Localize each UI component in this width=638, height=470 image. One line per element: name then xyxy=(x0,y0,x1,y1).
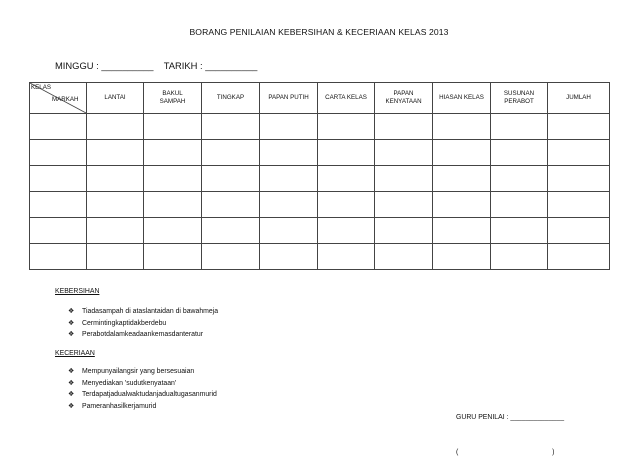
table-cell xyxy=(318,140,375,166)
kebersihan-list xyxy=(68,306,218,341)
kelas-label: KELAS xyxy=(31,84,51,91)
table-cell xyxy=(375,192,433,218)
table-cell xyxy=(433,114,491,140)
table-cell xyxy=(491,166,548,192)
table-cell xyxy=(491,192,548,218)
table-cell xyxy=(375,218,433,244)
table-cell xyxy=(144,166,202,192)
table-cell xyxy=(202,114,260,140)
kelas-markah-corner-cell xyxy=(30,83,87,114)
table-cell xyxy=(87,192,144,218)
column-header: HIASAN KELAS xyxy=(433,83,491,114)
table-cell xyxy=(30,244,87,270)
table-cell xyxy=(548,140,610,166)
table-cell xyxy=(491,140,548,166)
diamond-bullet-icon: ❖ xyxy=(68,402,75,410)
evaluator-name-bracket: ( ) xyxy=(456,448,555,456)
table-cell xyxy=(260,218,318,244)
table-cell xyxy=(548,218,610,244)
table-cell xyxy=(433,218,491,244)
week-date-line: MINGGU : __________ TARIKH : __________ xyxy=(55,60,258,71)
keceriaan-heading: KECERIAAN xyxy=(55,350,95,357)
table-cell xyxy=(375,244,433,270)
table-cell xyxy=(260,140,318,166)
table-cell xyxy=(87,244,144,270)
table-cell xyxy=(87,114,144,140)
table-cell xyxy=(375,166,433,192)
table-cell xyxy=(30,218,87,244)
table-cell xyxy=(375,140,433,166)
table-cell xyxy=(202,166,260,192)
table-cell xyxy=(491,218,548,244)
column-header: LANTAI xyxy=(87,83,144,114)
table-cell xyxy=(548,166,610,192)
table-cell xyxy=(202,218,260,244)
table-cell xyxy=(433,140,491,166)
table-cell xyxy=(491,244,548,270)
column-header: BAKUL SAMPAH xyxy=(144,83,202,114)
list-item: ❖ Terdapatjadualwaktudanjadualtugasanmurid xyxy=(68,389,217,401)
column-header: PAPAN KENYATAAN xyxy=(375,83,433,114)
table-row xyxy=(30,192,610,218)
table-row xyxy=(30,244,610,270)
evaluator-signature-block xyxy=(456,389,564,470)
table-cell xyxy=(144,140,202,166)
table-cell xyxy=(375,114,433,140)
assessment-table xyxy=(29,82,610,270)
list-item: ❖ Mempunyailangsir yang bersesuaian xyxy=(68,366,217,378)
table-row xyxy=(30,218,610,244)
table-cell xyxy=(30,166,87,192)
diamond-bullet-icon: ❖ xyxy=(68,319,75,327)
diamond-bullet-icon: ❖ xyxy=(68,368,75,375)
table-cell xyxy=(260,192,318,218)
list-item: ❖ Menyediakan 'sudutkenyataan' xyxy=(68,378,217,390)
table-row xyxy=(30,140,610,166)
table-cell xyxy=(318,218,375,244)
table-cell xyxy=(202,244,260,270)
column-header: CARTA KELAS xyxy=(318,83,375,114)
table-row xyxy=(30,114,610,140)
markah-label: MARKAH xyxy=(52,96,79,103)
table-cell xyxy=(491,114,548,140)
table-cell xyxy=(144,192,202,218)
column-header: PAPAN PUTIH xyxy=(260,83,318,114)
diamond-bullet-icon: ❖ xyxy=(68,331,75,338)
table-cell xyxy=(548,244,610,270)
table-cell xyxy=(318,114,375,140)
table-cell xyxy=(202,192,260,218)
list-item: ❖ Tiadasampah di ataslantaidan di bawahmeja xyxy=(68,306,218,318)
table-cell xyxy=(318,244,375,270)
table-cell xyxy=(30,114,87,140)
keceriaan-list xyxy=(68,366,217,412)
table-cell xyxy=(87,140,144,166)
diamond-bullet-icon: ❖ xyxy=(68,308,75,315)
table-cell xyxy=(87,218,144,244)
table-cell xyxy=(30,192,87,218)
list-item: ❖ Perabotdalamkeadaankemasdanteratur xyxy=(68,329,218,341)
table-cell xyxy=(87,166,144,192)
column-header: JUMLAH xyxy=(548,83,610,114)
guru-penilai-label: GURU PENILAI : ______________ xyxy=(456,414,565,421)
table-cell xyxy=(318,192,375,218)
table-header-row xyxy=(30,83,610,114)
table-cell xyxy=(548,114,610,140)
table-cell xyxy=(433,244,491,270)
table-cell xyxy=(144,218,202,244)
table-cell xyxy=(260,244,318,270)
table-cell xyxy=(260,166,318,192)
list-item: ❖ Cermintingkaptidakberdebu xyxy=(68,318,218,330)
table-cell xyxy=(260,114,318,140)
table-cell xyxy=(30,140,87,166)
table-cell xyxy=(144,244,202,270)
table-cell xyxy=(548,192,610,218)
table-cell xyxy=(433,166,491,192)
column-header: SUSUNAN PERABOT xyxy=(491,83,548,114)
diamond-bullet-icon: ❖ xyxy=(68,379,75,387)
table-cell xyxy=(202,140,260,166)
kebersihan-heading: KEBERSIHAN xyxy=(55,288,100,295)
diamond-bullet-icon: ❖ xyxy=(68,391,75,398)
table-row xyxy=(30,166,610,192)
form-title: BORANG PENILAIAN KEBERSIHAN & KECERIAAN KELAS 2013 xyxy=(189,27,449,37)
table-cell xyxy=(318,166,375,192)
list-item: ❖ Pameranhasilkerjamurid xyxy=(68,401,217,413)
table-cell xyxy=(144,114,202,140)
table-cell xyxy=(433,192,491,218)
column-header: TINGKAP xyxy=(202,83,260,114)
